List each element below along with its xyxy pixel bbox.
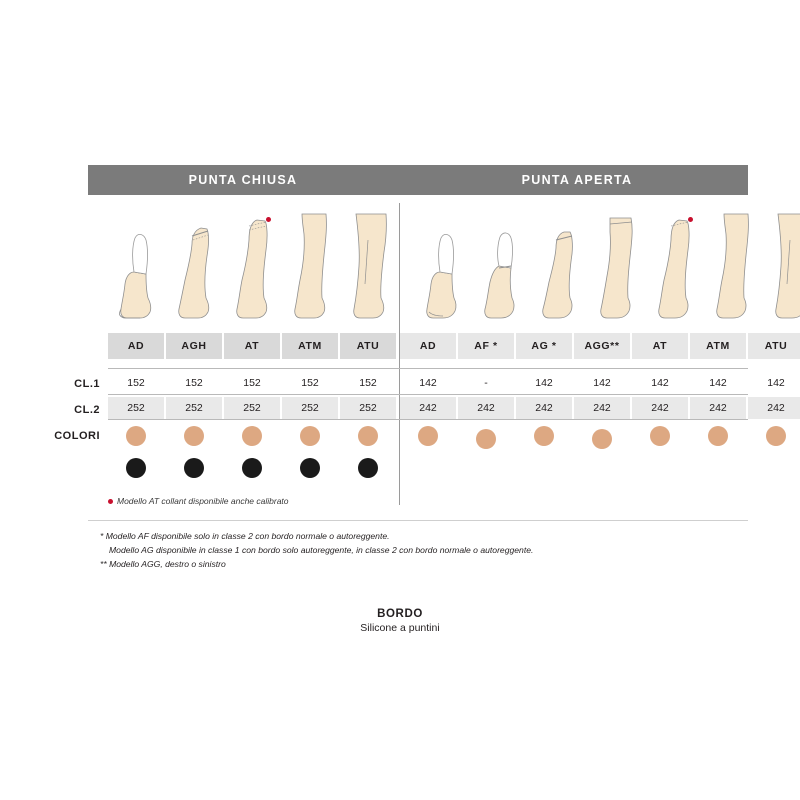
leg-illustration-open-ag bbox=[532, 210, 588, 330]
leg-illustration-closed-ad bbox=[110, 210, 166, 330]
row-label-cl1: CL.1 bbox=[74, 378, 100, 390]
leg-illustration-closed-at bbox=[226, 210, 282, 330]
swatch-black-closed-3 bbox=[300, 458, 320, 478]
cl1-open-4: 142 bbox=[651, 377, 669, 389]
banner-punta-chiusa: PUNTA CHIUSA bbox=[88, 165, 398, 195]
swatch-beige-open-0 bbox=[418, 426, 438, 446]
cl1-closed-0: 152 bbox=[127, 377, 145, 389]
cl2-closed-0: 252 bbox=[108, 397, 164, 419]
cl2-open-5: 242 bbox=[690, 397, 746, 419]
red-marker-dot-at-open bbox=[688, 217, 693, 222]
banner-punta-aperta: PUNTA APERTA bbox=[406, 165, 748, 195]
swatch-beige-open-4 bbox=[650, 426, 670, 446]
model-code-open-6: ATU bbox=[748, 333, 800, 359]
cl1-open-3: 142 bbox=[593, 377, 611, 389]
swatch-beige-closed-3 bbox=[300, 426, 320, 446]
cl2-closed-2: 252 bbox=[224, 397, 280, 419]
swatch-beige-open-1 bbox=[476, 429, 496, 449]
swatch-beige-closed-2 bbox=[242, 426, 262, 446]
bordo-subtitle: Silicone a puntini bbox=[360, 622, 440, 634]
rule-between-cl1-cl2 bbox=[108, 394, 748, 395]
cl2-open-0: 242 bbox=[400, 397, 456, 419]
leg-illustration-open-af bbox=[474, 210, 530, 330]
row-label-colori: COLORI bbox=[54, 430, 100, 442]
swatch-beige-closed-4 bbox=[358, 426, 378, 446]
cl1-open-0: 142 bbox=[419, 377, 437, 389]
swatch-beige-open-3 bbox=[592, 429, 612, 449]
cl2-open-3: 242 bbox=[574, 397, 630, 419]
model-code-open-1: AF * bbox=[458, 333, 514, 359]
swatch-beige-closed-1 bbox=[184, 426, 204, 446]
model-code-open-0: AD bbox=[400, 333, 456, 359]
red-marker-dot-at-closed bbox=[266, 217, 271, 222]
color-swatches bbox=[108, 420, 748, 488]
bordo-title: BORDO bbox=[377, 608, 423, 620]
rule-under-notes bbox=[88, 520, 748, 521]
cl2-closed-3: 252 bbox=[282, 397, 338, 419]
leg-illustration-open-agg bbox=[590, 210, 646, 330]
footnote-1b: Modello AG disponibile in classe 1 con bordo solo autoreggente, in classe 2 con bordo normale o autoreggente. bbox=[109, 544, 534, 555]
swatch-beige-closed-0 bbox=[126, 426, 146, 446]
note-calibrato bbox=[108, 496, 289, 506]
rule-top-values bbox=[108, 368, 748, 369]
swatch-black-closed-0 bbox=[126, 458, 146, 478]
swatch-black-closed-1 bbox=[184, 458, 204, 478]
footnote-1: * Modello AF disponibile solo in classe 2 con bordo normale o autoreggente. bbox=[100, 531, 390, 541]
footnotes bbox=[100, 530, 740, 572]
row-cl1 bbox=[108, 372, 785, 394]
model-code-open-2: AG * bbox=[516, 333, 572, 359]
note-calibrato-text: Modello AT collant disponibile anche calibrato bbox=[117, 496, 289, 506]
model-code-open-3: AGG** bbox=[574, 333, 630, 359]
leg-illustration-open-at bbox=[648, 210, 704, 330]
leg-illustration-closed-agh bbox=[168, 210, 224, 330]
cl1-open-1: - bbox=[484, 377, 488, 389]
cl1-open-5: 142 bbox=[709, 377, 727, 389]
cl1-open-6: 142 bbox=[767, 377, 785, 389]
swatch-beige-open-6 bbox=[766, 426, 786, 446]
cl1-closed-3: 152 bbox=[301, 377, 319, 389]
swatch-black-closed-4 bbox=[358, 458, 378, 478]
model-code-closed-2: AT bbox=[224, 333, 280, 359]
leg-illustrations bbox=[88, 205, 748, 330]
model-code-open-4: AT bbox=[632, 333, 688, 359]
model-code-closed-4: ATU bbox=[340, 333, 396, 359]
section-banners bbox=[88, 165, 748, 195]
row-label-cl2: CL.2 bbox=[74, 404, 100, 416]
cl1-closed-4: 152 bbox=[359, 377, 377, 389]
model-code-closed-0: AD bbox=[108, 333, 164, 359]
cl2-closed-1: 252 bbox=[166, 397, 222, 419]
leg-illustration-open-atm bbox=[706, 210, 762, 330]
cl1-closed-1: 152 bbox=[185, 377, 203, 389]
leg-illustration-open-ad bbox=[416, 210, 472, 330]
swatch-beige-open-2 bbox=[534, 426, 554, 446]
swatch-beige-open-5 bbox=[708, 426, 728, 446]
model-code-open-5: ATM bbox=[690, 333, 746, 359]
model-code-header-row bbox=[108, 333, 788, 359]
leg-illustration-closed-atu bbox=[342, 210, 398, 330]
cl2-open-6: 242 bbox=[748, 397, 800, 419]
model-code-closed-3: ATM bbox=[282, 333, 338, 359]
row-cl2 bbox=[108, 397, 785, 419]
cl2-open-2: 242 bbox=[516, 397, 572, 419]
cl2-open-1: 242 bbox=[458, 397, 514, 419]
bordo-section bbox=[0, 608, 800, 634]
leg-illustration-open-atu bbox=[764, 210, 800, 330]
red-bullet-icon bbox=[108, 499, 113, 504]
footnote-2: ** Modello AGG, destro o sinistro bbox=[100, 558, 226, 569]
cl1-closed-2: 152 bbox=[243, 377, 261, 389]
swatch-black-closed-2 bbox=[242, 458, 262, 478]
cl2-open-4: 242 bbox=[632, 397, 688, 419]
cl1-open-2: 142 bbox=[535, 377, 553, 389]
model-code-closed-1: AGH bbox=[166, 333, 222, 359]
cl2-closed-4: 252 bbox=[340, 397, 396, 419]
leg-illustration-closed-atm bbox=[284, 210, 340, 330]
